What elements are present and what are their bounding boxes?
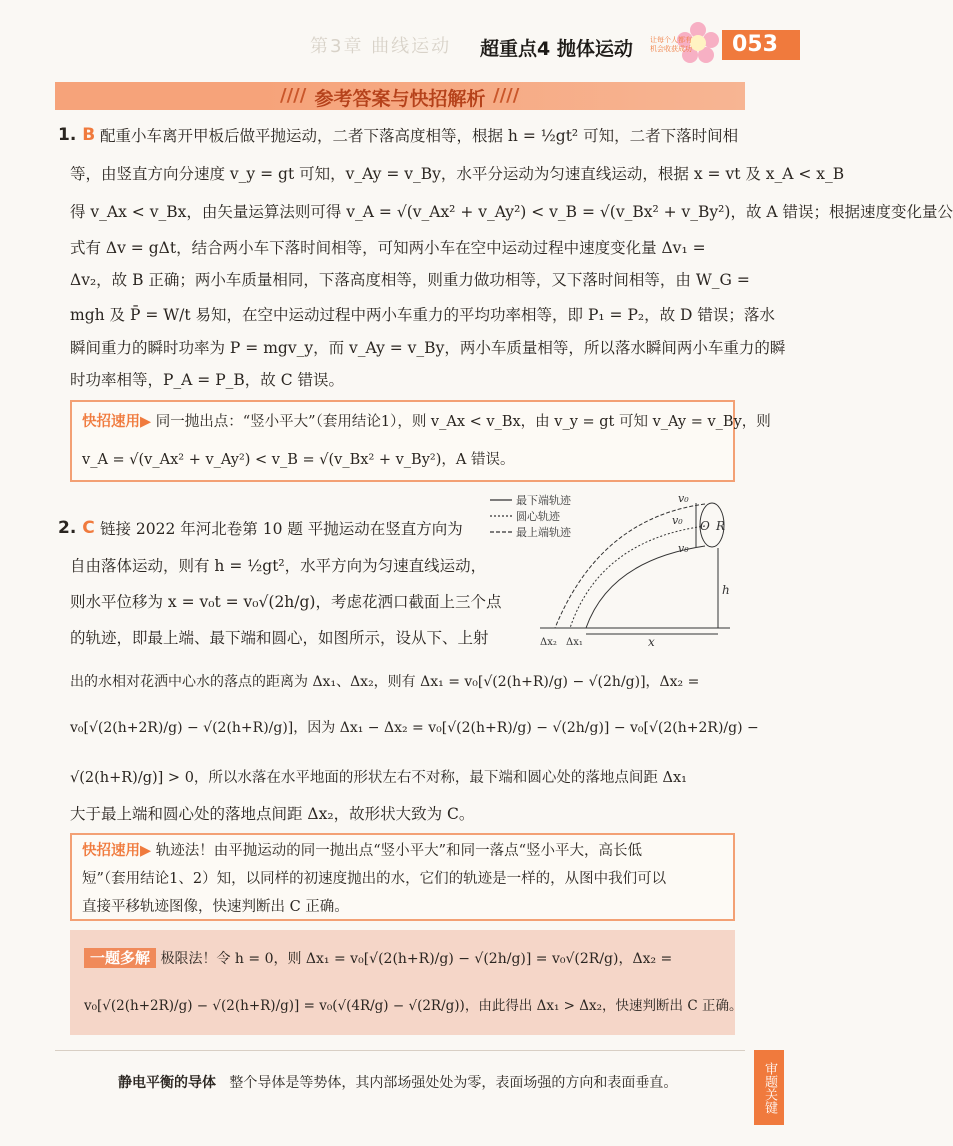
q2-tip-line-2: 短”（套用结论1、2）知，以同样的初速度抛出的水，它们的轨迹是一样的，从图中我们可以 <box>82 871 667 887</box>
q2-tip-line-3: 直接平移轨迹图像，快速判断出 C 正确。 <box>82 899 349 915</box>
q2-line-6: v₀[√(2(h+2R)/g) − √(2(h+R)/g)]，因为 Δx₁ − Δx₂ = v₀[√(2(h+R)/g) − √(2h/g)] − v₀[√(2(h+2R)/g) − <box>70 720 759 736</box>
q1-line-1: 配重小车离开甲板后做平抛运动，二者下落高度相等，根据 h = ½gt² 可知，二者下落时间相 <box>100 127 739 145</box>
faded-chapter-title: 第3章 曲线运动 <box>310 36 452 57</box>
q1-tip-line-2: v_A = √(v_Ax² + v_Ay²) < v_B = √(v_Bx² + v_By²)，A 错误。 <box>82 452 515 468</box>
q2-line-7: √(2(h+R)/g)] > 0，所以水落在水平地面的形状左右不对称，最下端和圆心处的落地点间距 Δx₁ <box>70 770 687 786</box>
bottom-trajectory <box>586 546 705 628</box>
legend-bottom-trajectory: 最下端轨迹 <box>516 494 571 507</box>
banner-slash-right: //// <box>493 85 520 106</box>
question-2-answer: C <box>82 518 95 538</box>
alt-solution-tag: 一题多解 <box>84 948 156 968</box>
q1-tip-box <box>70 400 771 482</box>
alt-line-2: v₀[√(2(h+2R)/g) − √(2(h+R)/g)] = v₀(√(4R/g) − √(2R/g))，由此得出 Δx₁ > Δx₂，快速判断出 C 正确。 <box>84 998 743 1014</box>
q1-line-8: 时功率相等，P_A = P_B，故 C 错误。 <box>70 371 344 389</box>
legend-top-trajectory: 最上端轨迹 <box>516 526 571 539</box>
q1-line-6: mgh 及 P̄ = W/t 易知，在空中运动过程中两小车重力的平均功率相等，即 P₁ = P₂，故 D 错误；落水 <box>70 306 775 324</box>
q1-tip-line-1 <box>82 412 771 432</box>
x-label: x <box>648 635 655 649</box>
q1-tip-text-1: 同一抛出点：“竖小平大”（套用结论1），则 v_Ax < v_Bx，由 v_y = gt 可知 v_Ay = v_By，则 <box>155 414 771 430</box>
slogan-line-2: 机会收获成功 <box>650 45 692 53</box>
dx1-label: Δx₁ <box>566 637 583 648</box>
banner-title: 参考答案与快招解析 <box>314 88 486 110</box>
slogan-line-1: 让每个人都有 <box>650 36 692 44</box>
banner-slash-left: //// <box>280 85 307 106</box>
v0-center-label: v₀ <box>672 514 683 527</box>
q1-line-5: Δv₂，故 B 正确；两小车质量相同，下落高度相等，则重力做功相等，又下落时间相等，由 W_G = <box>70 271 750 289</box>
q2-tip-label: 快招速用▶ <box>82 843 152 859</box>
alt-line-1 <box>84 948 672 969</box>
question-1-number: 1. B <box>58 125 96 145</box>
page-number: 053 <box>722 30 800 60</box>
legend-center-trajectory: 圆心轨迹 <box>516 510 560 523</box>
header-slogan <box>650 36 692 54</box>
q1-line-4: 式有 Δv = gΔt，结合两小车下落时间相等，可知两小车在空中运动过程中速度变化量 Δv₁ = <box>70 239 706 257</box>
q2-alternative-solution <box>70 930 743 1035</box>
question-1-answer: B <box>82 125 96 145</box>
q2-tip-text-1: 轨迹法！由平抛运动的同一抛出点“竖小平大”和同一落点“竖小平大，高长低 <box>155 843 643 859</box>
v0-top-label: v₀ <box>678 492 689 505</box>
trajectory-diagram <box>480 488 735 648</box>
section-title: 超重点4 抛体运动 <box>480 38 633 60</box>
side-tab: 审题关键 <box>754 1050 784 1125</box>
q2-tip-box <box>70 833 735 921</box>
alt-text-1: 极限法！令 h = 0，则 Δx₁ = v₀[√(2(h+R)/g) − √(2h/g)] = v₀√(2R/g)，Δx₂ = <box>160 951 673 967</box>
page-header <box>0 0 800 80</box>
q2-tip-line-1 <box>82 841 642 861</box>
q1-line-7: 瞬间重力的瞬时功率为 P = mgv_y，而 v_Ay = v_By，两小车质量相等，所以落水瞬间两小车重力的瞬 <box>70 339 786 357</box>
q2-line-2: 自由落体运动，则有 h = ½gt²，水平方向为匀速直线运动， <box>70 557 487 575</box>
height-label: h <box>722 583 730 597</box>
q2-line-5: 出的水相对花洒中心水的落点的距离为 Δx₁、Δx₂，则有 Δx₁ = v₀[√(2(h+R)/g) − √(2h/g)]，Δx₂ = <box>70 674 700 690</box>
footer-divider <box>55 1050 745 1051</box>
radius-label: R <box>716 519 726 533</box>
v0-bottom-label: v₀ <box>678 542 689 555</box>
section-banner <box>55 82 745 110</box>
q2-line-4: 的轨迹，即最上端、最下端和圆心，如图所示，设从下、上射 <box>70 629 489 647</box>
question-2-number: 2. C <box>58 518 95 538</box>
q1-line-3: 得 v_Ax < v_Bx，由矢量运算法则可得 v_A = √(v_Ax² + v_Ay²) < v_B = √(v_Bx² + v_By²)，故 A 错误；根据速度变化量公 <box>70 203 953 221</box>
dx2-label: Δx₂ <box>540 637 557 648</box>
footer-term: 静电平衡的导体 <box>118 1075 216 1091</box>
q2-line-1: 链接 2022 年河北卷第 10 题 平抛运动在竖直方向为 <box>100 520 463 538</box>
q1-line-2: 等，由竖直方向分速度 v_y = gt 可知，v_Ay = v_By，水平分运动为匀速直线运动，根据 x = vt 及 x_A < x_B <box>70 165 845 183</box>
q2-line-8: 大于最上端和圆心处的落地点间距 Δx₂，故形状大致为 C。 <box>70 805 475 823</box>
q1-tip-label: 快招速用▶ <box>82 414 152 430</box>
footer-note <box>118 1072 677 1092</box>
footer-definition: 整个导体是等势体，其内部场强处处为零，表面场强的方向和表面垂直。 <box>229 1075 678 1091</box>
center-label: O <box>700 519 710 533</box>
q2-line-3: 则水平位移为 x = v₀t = v₀√(2h/g)，考虑花洒口截面上三个点 <box>70 593 502 611</box>
